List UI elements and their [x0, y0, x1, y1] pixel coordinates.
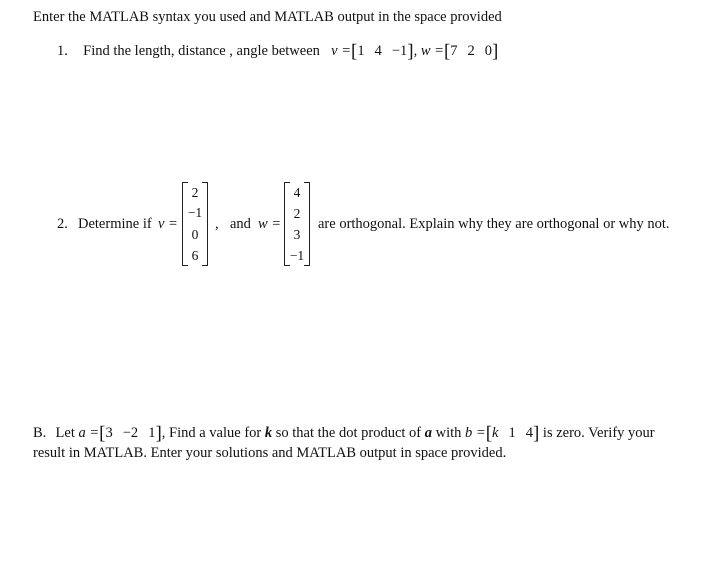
- q1-number: 1.: [57, 43, 68, 59]
- v-entry: 0: [191, 227, 199, 242]
- question-1: 1. Find the length, distance , angle between v =[1 4 −1], w =[7 2 0]: [57, 41, 499, 62]
- q2-number: 2.: [57, 216, 68, 232]
- a-label: a =: [78, 425, 100, 441]
- part-b-line-1: B. Let a =[3 −2 1], Find a value for k so that the dot product of a with b =[k 1 4] is zero. Verify your: [33, 423, 655, 444]
- part-b-let: Let: [55, 425, 75, 441]
- q1-text: Find the length, distance , angle between: [83, 43, 320, 59]
- q1-w-label: w =: [420, 43, 444, 59]
- instructions: Enter the MATLAB syntax you used and MATLAB output in the space provided: [33, 9, 502, 25]
- q1-w-value: 0: [484, 43, 493, 59]
- v-entry: −1: [187, 205, 203, 220]
- b-label: b =: [465, 425, 486, 441]
- a-value: 1: [148, 425, 156, 441]
- q2-comma: ,: [215, 216, 219, 232]
- part-b-text-1: , Find a value for: [161, 425, 262, 441]
- a-value: −2: [122, 425, 139, 441]
- a-value: 3: [105, 425, 113, 441]
- q1-separator: ,: [413, 43, 418, 59]
- b-value: 1: [508, 425, 516, 441]
- part-b-text-4: is zero. Verify your: [542, 425, 655, 441]
- v-entry: 2: [191, 185, 199, 200]
- q1-v-value: 4: [374, 43, 382, 59]
- part-b-label: B.: [33, 425, 47, 441]
- vector-w: [284, 182, 310, 266]
- q1-w-value: 2: [467, 43, 475, 59]
- part-b-text-2: so that the dot product of: [275, 425, 422, 441]
- k-variable: k: [264, 425, 273, 441]
- part-b-line-2: result in MATLAB. Enter your solutions and MATLAB output in space provided.: [33, 445, 507, 461]
- q1-v-label: v =: [331, 43, 351, 59]
- w-entry: 4: [293, 185, 301, 200]
- q2-v-label: v =: [158, 216, 178, 232]
- q2-tail: are orthogonal. Explain why they are orthogonal or why not.: [318, 216, 670, 232]
- w-entry: −1: [289, 248, 305, 263]
- w-entry: 2: [293, 206, 301, 221]
- a-variable: a: [424, 425, 432, 441]
- w-entry: 3: [293, 227, 301, 242]
- q2-w-label: w =: [258, 216, 282, 232]
- b-value: 4: [525, 425, 533, 441]
- b-value: k: [492, 425, 499, 441]
- q1-w-value: 7: [450, 43, 458, 59]
- q2-text: Determine if: [78, 216, 152, 232]
- q2-and: and: [230, 216, 251, 232]
- q1-v-value: −1: [391, 43, 408, 59]
- vector-v: [182, 182, 208, 266]
- v-entry: 6: [191, 248, 199, 263]
- q1-v-value: 1: [357, 43, 365, 59]
- part-b-text-3: with: [435, 425, 462, 441]
